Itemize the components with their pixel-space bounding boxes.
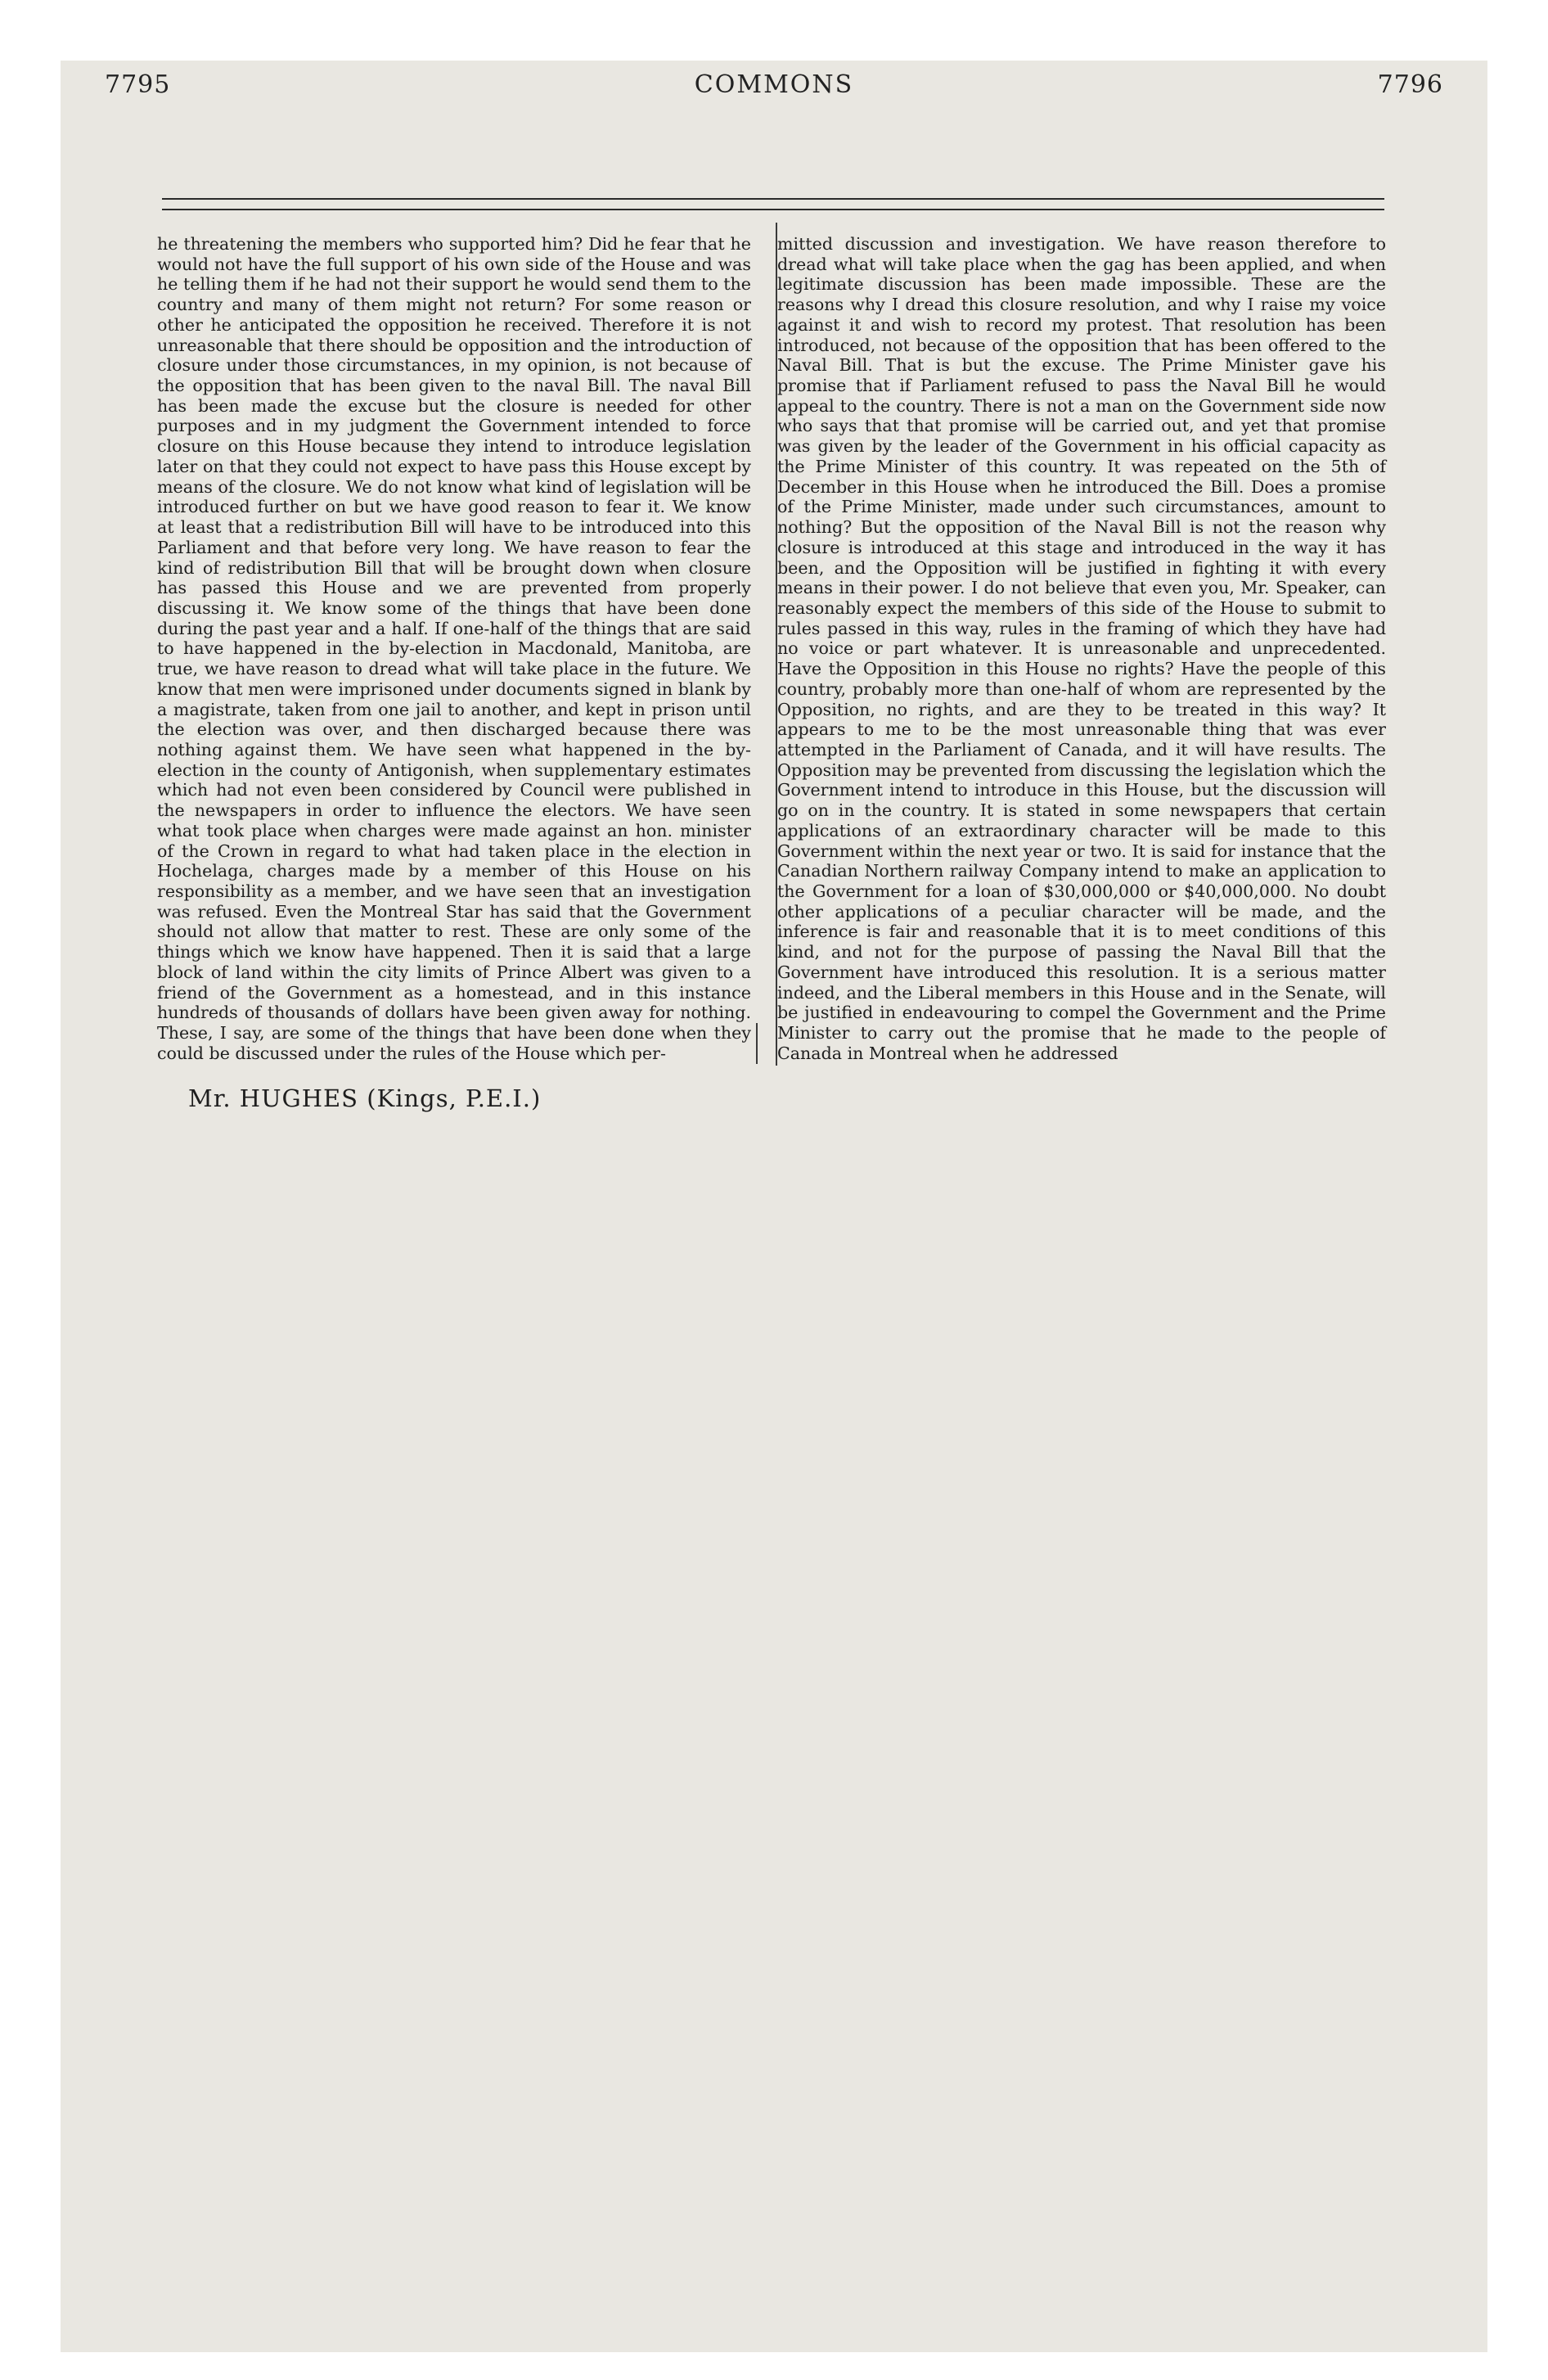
right-column-text: mitted discussion and investigation. We have reason therefore to dread what will take place when the gag has been applied, and when legitimate discussion has been made impossible. These are the reasons why I dread this closure resolution, and why I raise my voice against it and wish to record my protest. That resolution has been introduced, not because of the opposition that has been offered to the Naval Bill. That is but the excuse. The Prime Minister gave his promise that if Parliament refused to pass the Naval Bill he would appeal to the country. There is not a man on the Government side now who says that that promise will be carried out, and yet that promise was given by the leader of the Government in his official capacity as the Prime Minister of this country. It was repeated on the 5th of December in this House when he introduced the Bill. Does a promise of the Prime Minister, made under such circumstances, amount to nothing? But the opposition of the Naval Bill is not the reason why closure is introduced at this stage and introduced in the way it has been, and the Opposition will be justified in fighting it with every means in their power. I do not believe that even you, Mr. Speaker, can reasonably expect the members of this side of the House to submit to rules passed in this way, rules in the framing of which they have had no voice or part whatever. It is unreasonable and unprecedented. Have the Opposition in this House no rights? Have the people of this country, probably more than one-half of whom are represented by the Opposition, no rights, and are they to be treated in this way? It appears to me to be the most unreasonable thing that was ever attempted in the Parliament of Canada, and it will have results. The Opposition may be prevented from discussing the legislation which the Government intend to introduce in this House, but the discussion will go on in the country. It is stated in some newspapers that certain applications of an extraordinary character will be made to this Government within the next year or two. It is said for instance that the Canadian Northern railway Company intend to make an application to the Government for a loan of $30,000,000 or $40,000,000. No doubt other applications of a peculiar character will be made, and the inference is fair and reasonable that it is to meet conditions of this kind, and not for the purpose of passing the Naval Bill that the Government have introduced this resolution. It is a serious matter indeed, and the Liberal members in this House and in the Senate, will be justified in endeavouring to compel the Government and the Prime Minister to carry out the promise that he made to the people of Canada in Montreal when he addressed — [777, 234, 1386, 1063]
right-column — [777, 234, 1386, 1063]
running-head: COMMONS — [694, 70, 854, 99]
left-column — [157, 234, 751, 1063]
footer-speaker-line: Mr. HUGHES (Kings, P.E.I.) — [188, 1084, 542, 1112]
column-divider-lower — [756, 1023, 758, 1064]
left-column-text: he threatening the members who supported him? Did he fear that he would not have the full support of his own side of the House and was he telling them if he had not their support he would send them to the country and many of them might not return? For some reason or other he anticipated the opposition he received. Therefore it is not unreasonable that there should be opposition and the introduction of closure under those circumstances, in my opinion, is not because of the opposition that has been given to the naval Bill. The naval Bill has been made the excuse but the closure is needed for other purposes and in my judgment the Government intended to force closure on this House because they intend to introduce legislation later on that they could not expect to have pass this House except by means of the closure. We do not know what kind of legislation will be introduced further on but we have good reason to fear it. We know at least that a redistribution Bill will have to be introduced into this Parliament and that before very long. We have reason to fear the kind of redistribution Bill that will be brought down when closure has passed this House and we are prevented from properly discussing it. We know some of the things that have been done during the past year and a half. If one-half of the things that are said to have happened in the by-election in Macdonald, Manitoba, are true, we have reason to dread what will take place in the future. We know that men were imprisoned under documents signed in blank by a magistrate, taken from one jail to another, and kept in prison until the election was over, and then discharged because there was nothing against them. We have seen what happened in the by-election in the county of Antigonish, when supplementary estimates which had not even been considered by Council were published in the newspapers in order to influence the electors. We have seen what took place when charges were made against an hon. minister of the Crown in regard to what had taken place in the election in Hochelaga, charges made by a member of this House on his responsibility as a member, and we have seen that an investigation was refused. Even the Montreal Star has said that the Government should not allow that matter to rest. These are only some of the things which we know have happened. Then it is said that a large block of land within the city limits of Prince Albert was given to a friend of the Government as a homestead, and in this instance hundreds of thousands of dollars have been given away for nothing. These, I say, are some of the things that have been done when they could be discussed under the rules of the House which per- — [157, 234, 751, 1063]
left-page-number: 7795 — [105, 70, 171, 99]
header-rule-bottom — [162, 209, 1384, 210]
right-page-number: 7796 — [1377, 70, 1443, 99]
header-rule-top — [162, 198, 1384, 200]
